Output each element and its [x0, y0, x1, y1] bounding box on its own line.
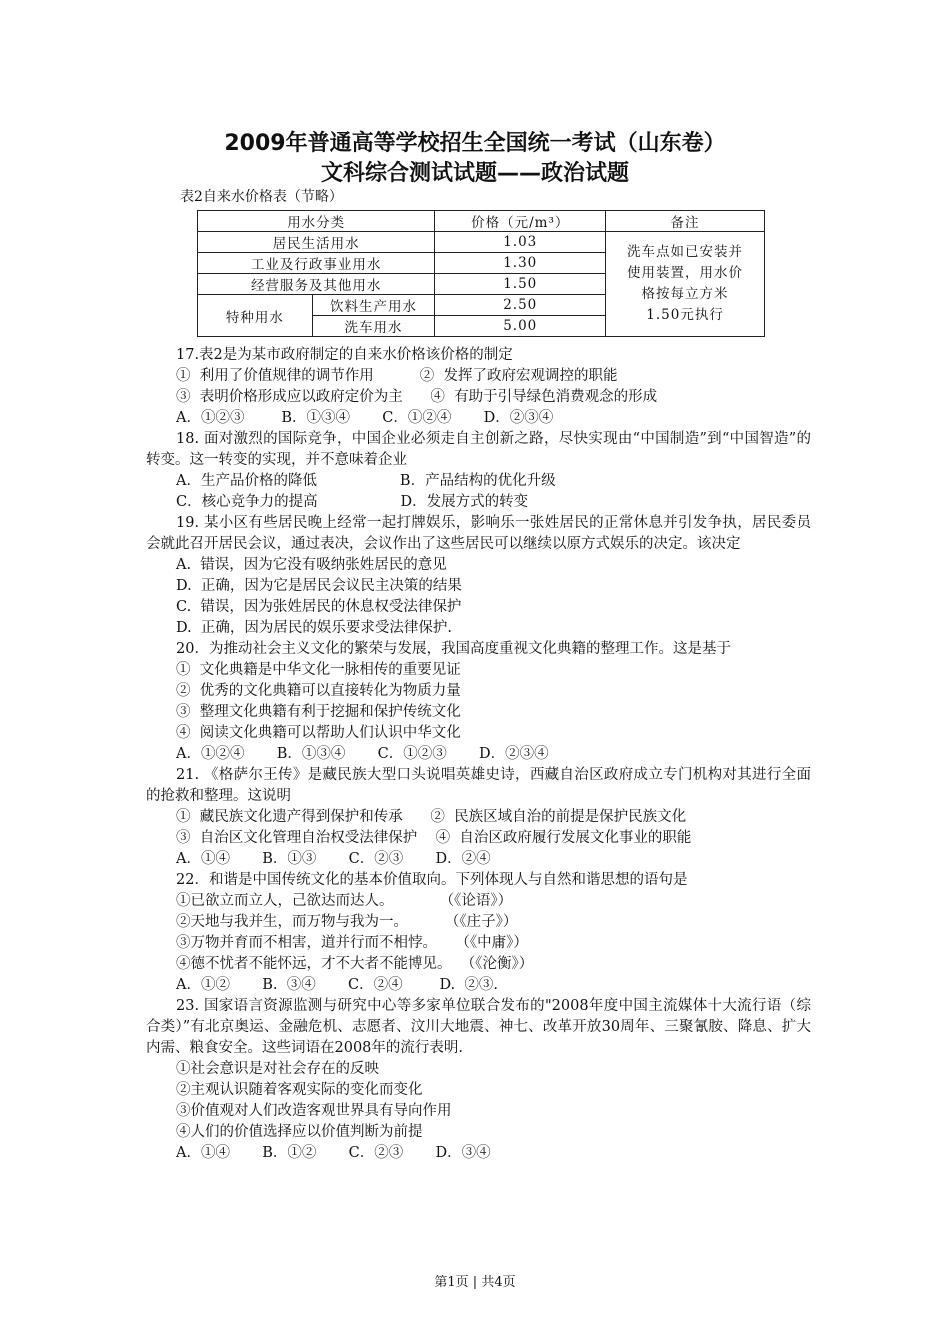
table-cell-category: 居民生活用水: [198, 232, 435, 253]
q22-choices: A．①② B. ③④ C．②④ D. ②③.: [176, 977, 498, 993]
page-footer: 第1页 | 共4页: [434, 1275, 516, 1290]
table-cell-subcategory: 洗车用水: [312, 316, 435, 337]
table-cell-subcategory: 饮料生产用水: [312, 295, 435, 316]
q22-option-4: ④德不忧者不能怀远，才不大者不能博见。 （《沦衡》）: [176, 956, 534, 972]
header-category: 用水分类: [198, 211, 435, 232]
q20-stem: 20．为推动社会主义文化的繁荣与发展，我国高度重视文化典籍的整理工作。这是基于: [176, 641, 731, 657]
note-text: 洗车点如已安装并使用装置，用水价格按每立方米1.50元执行: [627, 244, 744, 323]
q20-option-1: ① 文化典籍是中华文化一脉相传的重要见证: [176, 662, 461, 678]
table-cell-special: 特种用水: [198, 295, 313, 337]
q19-option-c: C. 错误，因为张姓居民的休息权受法律保护: [176, 599, 462, 615]
table-cell-price: 1.30: [435, 253, 606, 274]
exam-subtitle: 文科综合测试试题——政治试题: [320, 161, 629, 186]
header-note: 备注: [606, 211, 765, 232]
header-price: 价格（元/m³）: [435, 211, 606, 232]
q22-option-3: ③万物并育而不相害，道并行而不相悖。 （《中庸》）: [176, 935, 528, 951]
table-cell-category: 工业及行政事业用水: [198, 253, 435, 274]
question-body: [146, 345, 811, 1164]
q23-option-2: ②主观认识随着客观实际的变化而变化: [176, 1082, 423, 1098]
q17-choices: A．①②③ B．①③④ C．①②④ D．②③④: [176, 410, 554, 426]
q20-option-3: ③ 整理文化典籍有利于挖掘和保护传统文化: [176, 704, 461, 720]
table-caption: 表2自来水价格表（节略）: [180, 189, 343, 205]
table-cell-price: 5.00: [435, 316, 606, 337]
table-row: [198, 232, 765, 253]
q20-choices: A．①②④ B．①③④ C．①②③ D．②③④: [176, 746, 549, 762]
q18-options-cd: C．核心竞争力的提高 D．发展方式的转变: [176, 494, 529, 510]
table-cell-price: 1.50: [435, 274, 606, 295]
q21-stem: 21. 《格萨尔王传》是藏民族大型口头说唱英雄史诗，西藏自治区政府成立专门机构对其进行全面的抢救和整理。这说明: [146, 767, 811, 804]
q17-stem: 17.表2是为某市政府制定的自来水价格该价格的制定: [176, 347, 513, 363]
q21-choices: A．①④ B．①③ C．②③ D．②④: [176, 851, 491, 867]
q19-option-d: D. 正确，因为居民的娱乐要求受法律保护.: [176, 620, 453, 636]
q22-option-2: ②天地与我并生，而万物与我为一。 （《庄子》）: [176, 914, 518, 930]
q22-option-1: ①已欲立而立人，己欲达而达人。 （《论语》）: [176, 893, 513, 909]
water-price-table: [197, 210, 765, 337]
q19-option-b: D. 正确，因为它是居民会议民主决策的结果: [176, 578, 462, 594]
exam-title: 2009年普通高等学校招生全国统一考试（山东卷）: [224, 131, 726, 156]
table-cell-price: 2.50: [435, 295, 606, 316]
q23-choices: A．①④ B．①② C．②③ D．③④: [176, 1145, 491, 1161]
q19-option-a: A. 错误，因为它没有吸纳张姓居民的意见: [176, 557, 447, 573]
q22-stem: 22．和谐是中国传统文化的基本价值取向。下列体现人与自然和谐思想的语句是: [176, 872, 688, 888]
q18-stem: 18. 面对激烈的国际竞争，中国企业必须走自主创新之路，尽快实现由“中国制造”到“中国智造”的转变。这一转变的实现，并不意味着企业: [146, 431, 811, 468]
q18-options-ab: A．生产品价格的降低 B．产品结构的优化升级: [176, 473, 556, 489]
q20-option-4: ④ 阅读文化典籍可以帮助人们认识中华文化: [176, 725, 461, 741]
table-cell-price: 1.03: [435, 232, 606, 253]
table-header-row: [198, 211, 765, 232]
q23-option-3: ③价值观对人们改造客观世界具有导向作用: [176, 1103, 452, 1119]
q17-options-12: ① 利用了价值规律的调节作用 ② 发挥了政府宏观调控的职能: [176, 368, 618, 384]
q17-options-34: ③ 表明价格形成应以政府定价为主 ④ 有助于引导绿色消费观念的形成: [176, 389, 658, 405]
q23-stem: 23. 国家语言资源监测与研究中心等多家单位联合发布的"2008年度中国主流媒体十大流行语（综合类）”有北京奥运、金融危机、志愿者、汶川大地震、神七、改革开放30周年、三聚氰胺、降息、扩大内需、粮食安全。这些词语在2008年的流行表明.: [146, 998, 811, 1056]
table-cell-note: [606, 232, 765, 337]
q23-option-1: ①社会意识是对社会存在的反映: [176, 1061, 379, 1077]
q21-options-34: ③ 自治区文化管理自治权受法律保护 ④ 自治区政府履行发展文化事业的职能: [176, 830, 692, 846]
q23-option-4: ④人们的价值选择应以价值判断为前提: [176, 1124, 423, 1140]
q21-options-12: ① 藏民族文化遗产得到保护和传承 ② 民族区域自治的前提是保护民族文化: [176, 809, 687, 825]
table-cell-category: 经营服务及其他用水: [198, 274, 435, 295]
q20-option-2: ② 优秀的文化典籍可以直接转化为物质力量: [176, 683, 461, 699]
q19-stem: 19. 某小区有些居民晚上经常一起打牌娱乐，影响乐一张姓居民的正常休息并引发争执，居民委员会就此召开居民会议，通过表决，会议作出了这些居民可以继续以原方式娱乐的决定。该决定: [146, 515, 811, 552]
